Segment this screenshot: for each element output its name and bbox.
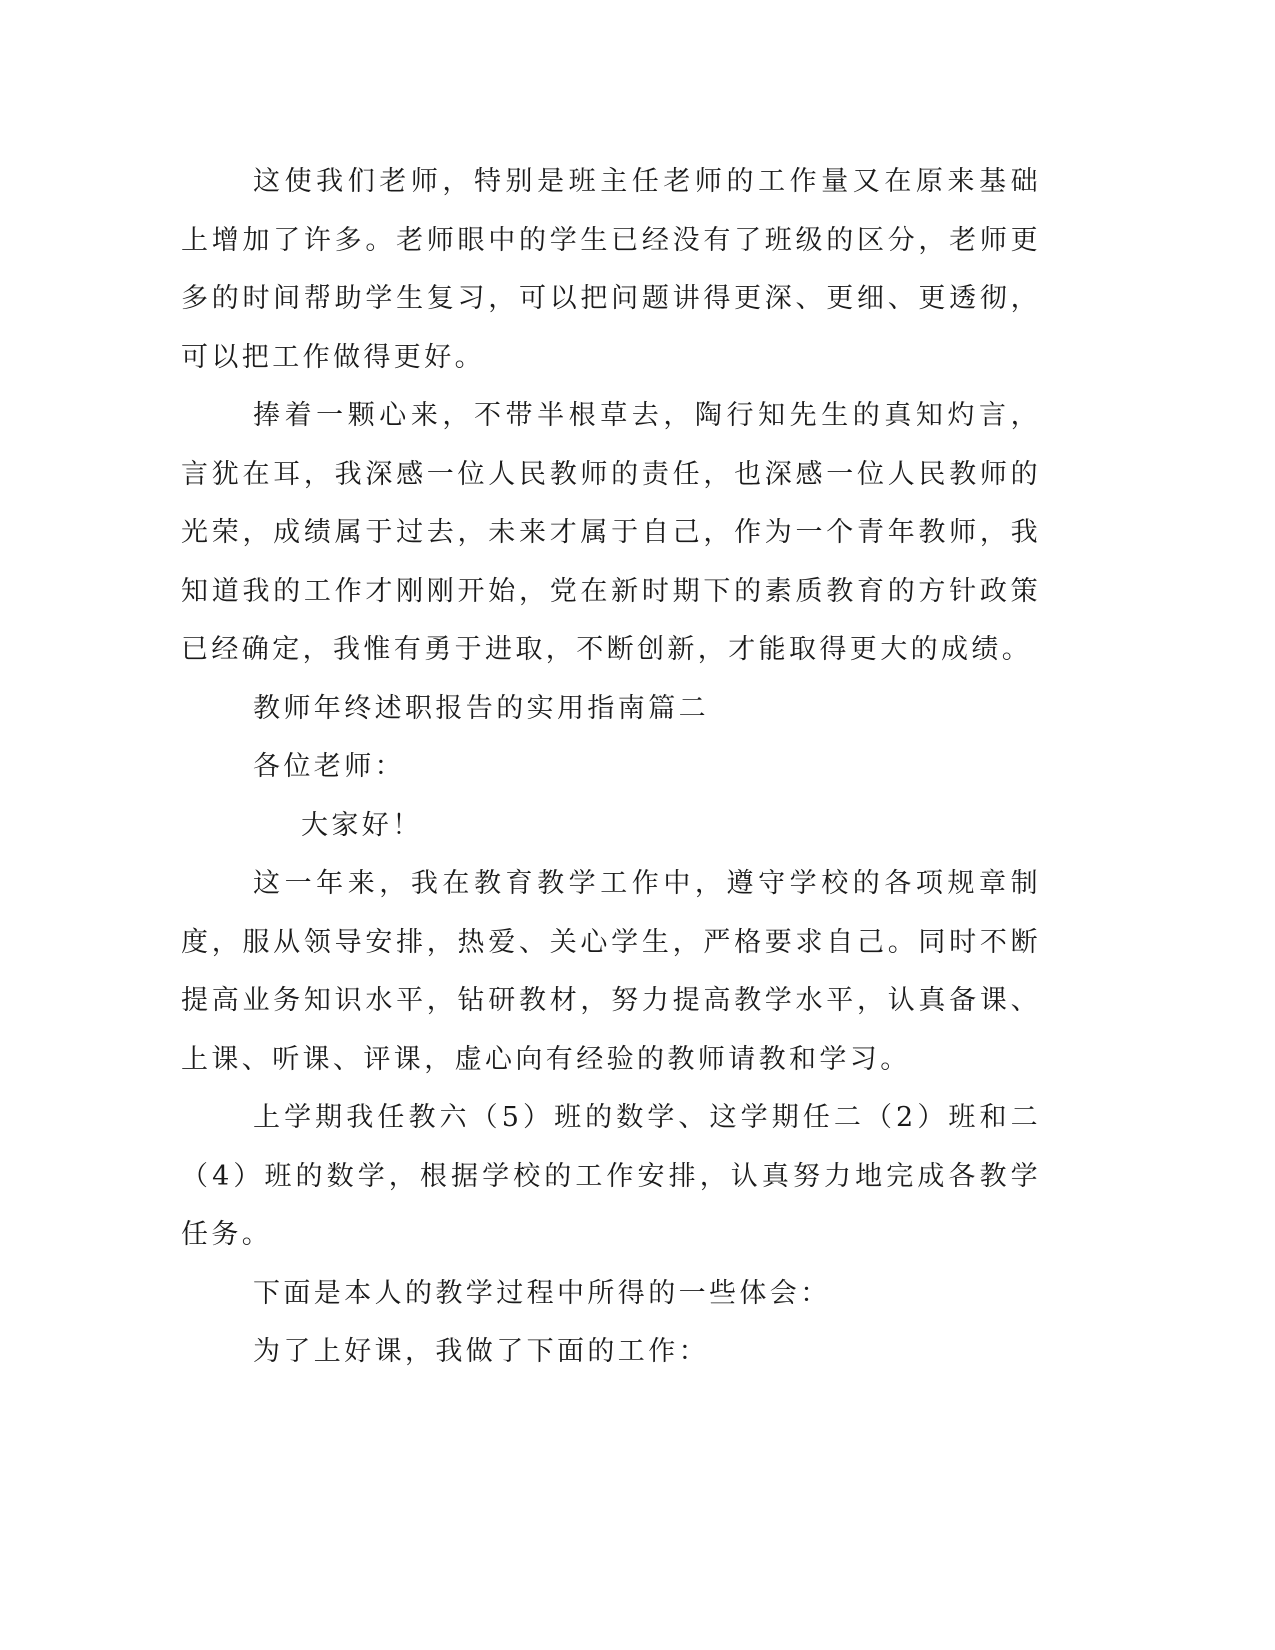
salutation: 各位老师： [253,751,405,782]
section-heading: 教师年终述职报告的实用指南篇二 [253,692,709,724]
paragraph-reflection: 捧着一颗心来，不带半根草去，陶行知先生的真知灼言，言犹在耳，我深感一位人民教师的责任，也深感一位人民教师的光荣，成绩属于过去，未来才属于自己，作为一个青年教师，我知道我的工作才刚刚开始，党在新时期下的素质教育的方针政策已经确定，我惟有勇于进取，不断创新，才能取得更大的成绩。 [181,400,1041,665]
paragraph-workload: 这使我们老师，特别是班主任老师的工作量又在原来基础上增加了许多。老师眼中的学生已经没有了班级的区分，老师更多的时间帮助学生复习，可以把问题讲得更深、更细、更透彻，可以把工作做得更好。 [181,166,1041,373]
paragraph-work-intro: 为了上好课，我做了下面的工作： [253,1336,709,1367]
paragraph-year-summary: 这一年来，我在教育教学工作中，遵守学校的各项规章制度，服从领导安排，热爱、关心学生，严格要求自己。同时不断提高业务知识水平，钻研教材，努力提高教学水平，认真备课、上课、听课、评课，虚心向有经验的教师请教和学习。 [181,868,1041,1075]
paragraph-classes: 上学期我任教六（5）班的数学、这学期任二（2）班和二（4）班的数学，根据学校的工作安排，认真努力地完成各教学任务。 [181,1102,1041,1250]
document-body [181,153,1041,1382]
greeting: 大家好！ [301,809,423,841]
paragraph-experience-intro: 下面是本人的教学过程中所得的一些体会： [253,1277,831,1309]
